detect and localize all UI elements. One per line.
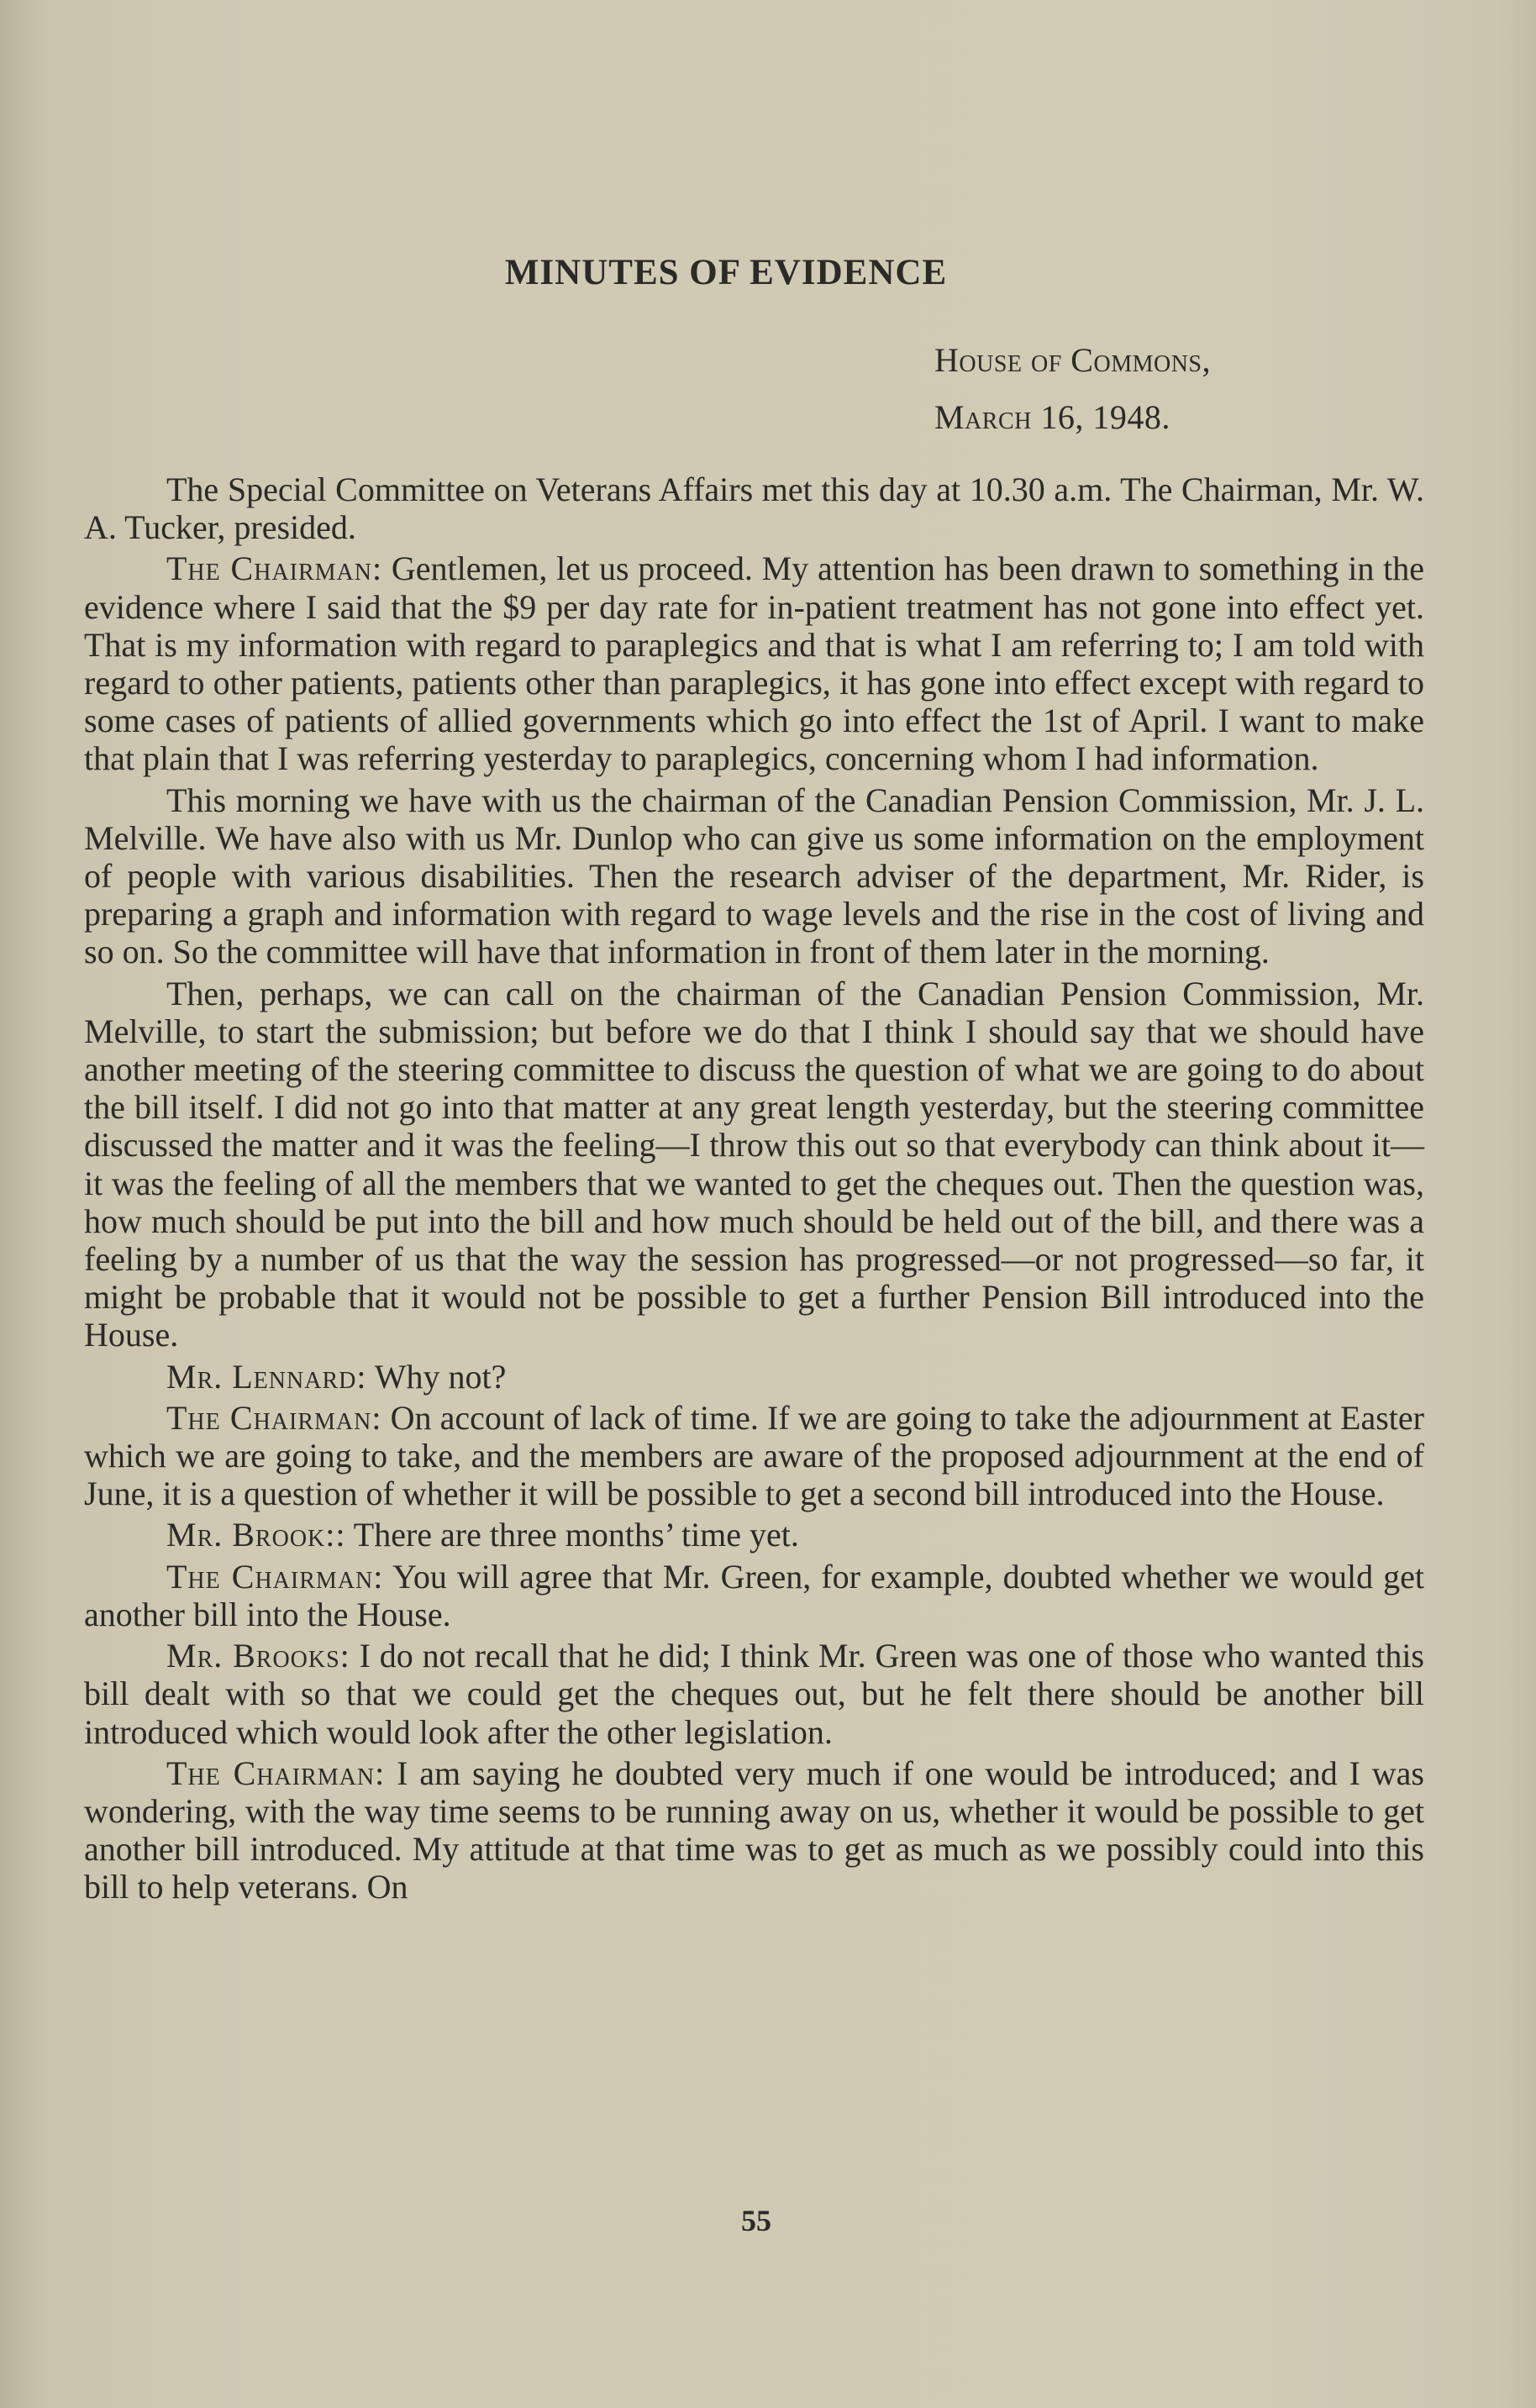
paragraph <box>84 1516 1424 1554</box>
paragraph <box>84 1637 1424 1751</box>
paragraph-text: The Special Committee on Veterans Affairs met this day at 10.30 a.m. The Chairman, Mr. W. A. Tucker, presided. <box>84 471 1424 547</box>
page-heading: MINUTES OF EVIDENCE <box>504 253 948 292</box>
paragraph <box>84 975 1424 1354</box>
paragraph <box>84 781 1424 971</box>
location-line: House of Commons, <box>934 341 1212 379</box>
paragraph-text: There are three months’ time yet. <box>345 1516 799 1554</box>
speaker: The Chairman: <box>166 1398 382 1437</box>
paragraph-text: Why not? <box>366 1357 507 1396</box>
speaker: Mr. Brooks: <box>166 1637 350 1675</box>
paragraph-text: I am saying he doubted very much if one would be introduced; and I was wondering, with the way time seems to be running away on us, whether it would be possible to get another bill introduced. My attitude at that time was to get as much as we possibly could into this bill to help veterans. On <box>84 1753 1424 1906</box>
page-number: 55 <box>741 2204 771 2237</box>
paragraph-text: This morning we have with us the chairman of the Canadian Pension Commission, Mr. J. L. Melville. We have also with us Mr. Dunlop who can give us some information on the employment of people with various disabilities. Then the research adviser of the department, Mr. Rider, is preparing a graph and information with regard to wage levels and the rise in the cost of living and so on. So the committee will have that information in front of them later in the morning. <box>84 781 1424 971</box>
speaker: The Chairman: <box>166 549 383 588</box>
paragraph-text: Then, perhaps, we can call on the chairman of the Canadian Pension Commission, Mr. Melville, to start the submission; but before we do that I think I should say that we should have another meeting of the steering committee to discuss the question of what we are going to do about the bill itself. I did not go into that matter at any great length yesterday, but the steering committee discussed the matter and it was the feeling—I throw this out so that everybody can think about it—it was the feeling of all the members that we wanted to get the cheques out. Then the question was, how much should be put into the bill and how much should be held out of the bill, and there was a feeling by a number of us that the way the session has progressed—or not progressed—so far, it might be probable that it would not be possible to get a further Pension Bill introduced into the House. <box>84 974 1424 1354</box>
paragraph <box>84 471 1424 546</box>
speaker: Mr. Lennard: <box>166 1357 367 1396</box>
speaker: Mr. Brook:: <box>166 1516 346 1554</box>
paragraph <box>84 1399 1424 1513</box>
speaker: The Chairman: <box>166 1753 386 1792</box>
paragraph <box>84 1558 1424 1633</box>
paragraph-text: I do not recall that he did; I think Mr. Green was one of those who wanted this bill dealt with so that we could get the cheques out, but he felt there should be another bill introduced which would look after the other legislation. <box>84 1637 1425 1751</box>
paragraph <box>84 1754 1424 1906</box>
paragraph <box>84 549 1424 777</box>
paragraph-text: You will agree that Mr. Green, for example, doubted whether we would get another bill into the House. <box>84 1557 1424 1633</box>
paragraph-text: Gentlemen, let us proceed. My attention has been drawn to something in the evidence where I said that the $9 per day rate for in-patient treatment has not gone into effect yet. That is my information with regard to paraplegics and that is what I am referring to; I am told with regard to other patients, patients other than paraplegics, it has gone into effect except with regard to some cases of patients of allied governments which go into effect the 1st of April. I want to make that plain that I was referring yesterday to paraplegics, concerning whom I had information. <box>84 549 1424 778</box>
date-line: March 16, 1948. <box>934 398 1170 436</box>
paragraph-text: On account of lack of time. If we are going to take the adjournment at Easter which we are going to take, and the members are aware of the proposed adjournment at the end of June, it is a question of whether it will be possible to get a second bill introduced into the House. <box>84 1398 1424 1513</box>
paragraph <box>84 1358 1424 1396</box>
speaker: The Chairman: <box>166 1557 384 1596</box>
minutes-body <box>84 471 1424 1910</box>
